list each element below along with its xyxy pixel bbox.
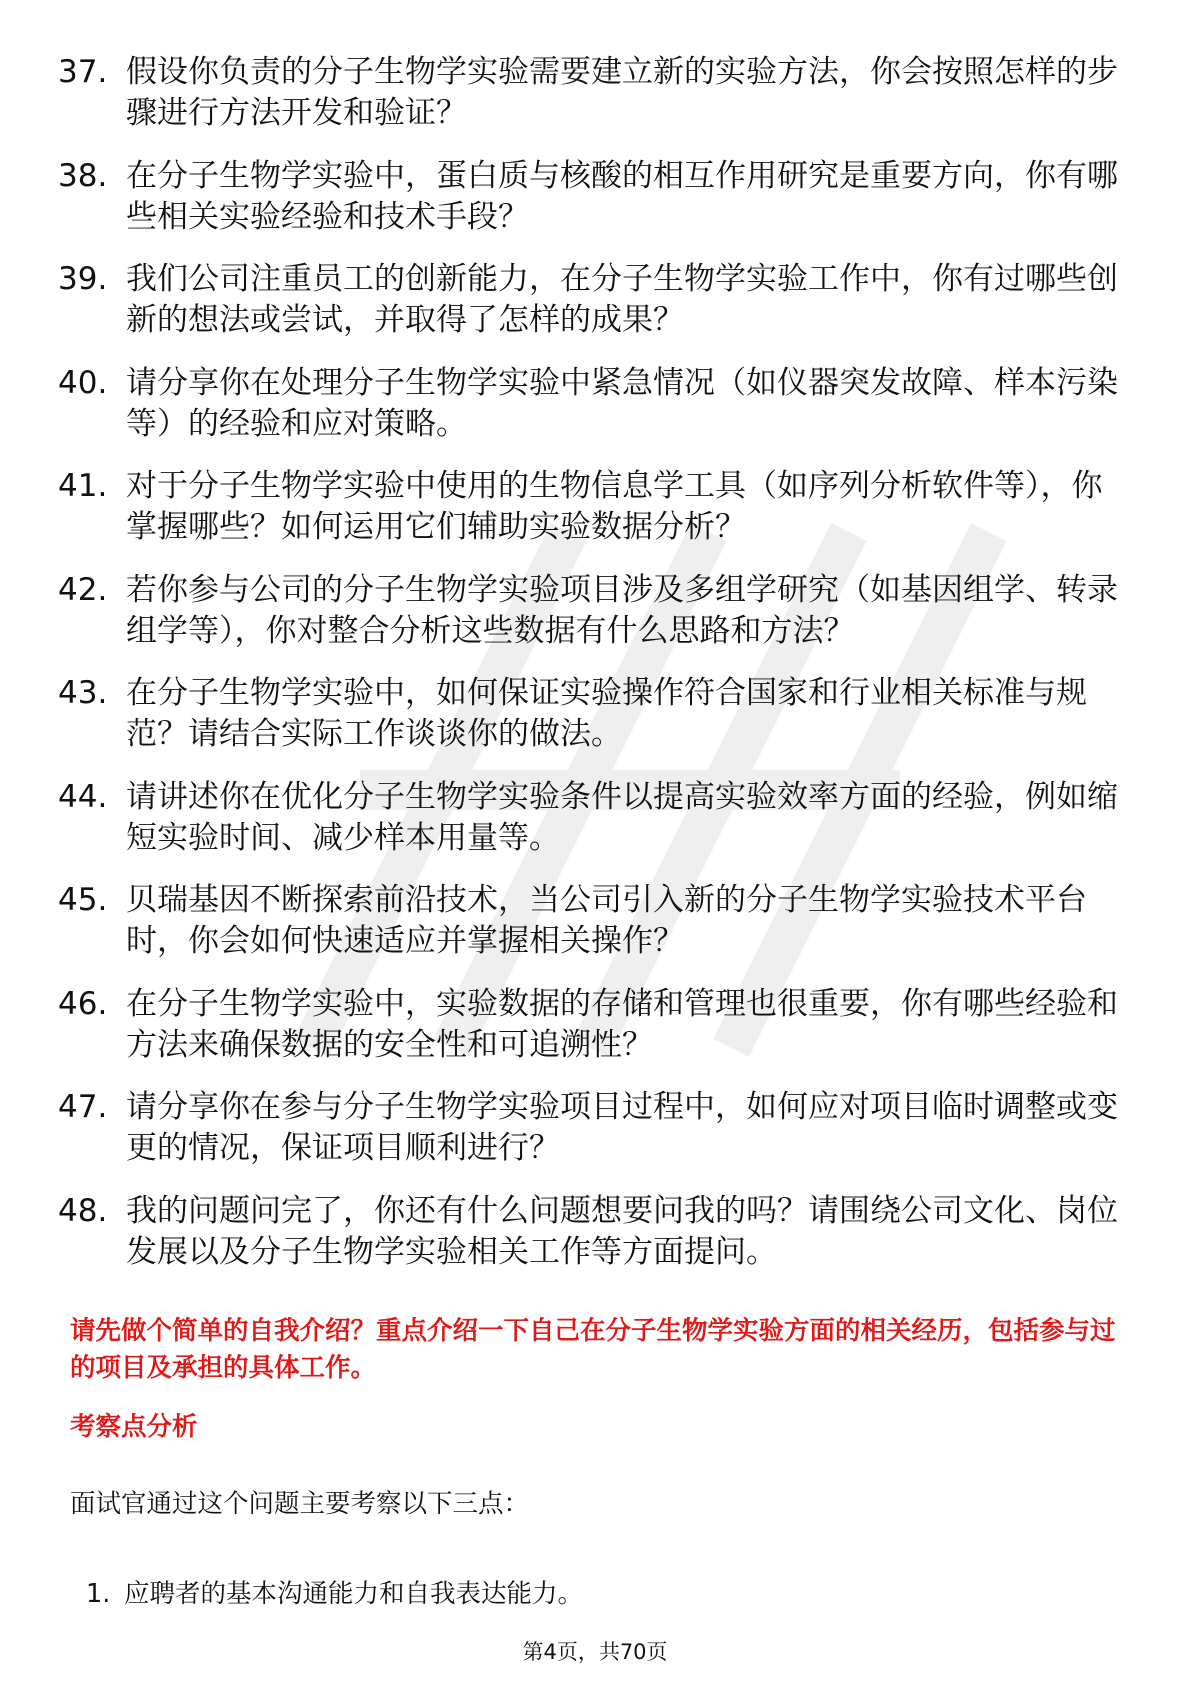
question-text: 请分享你在处理分子生物学实验中紧急情况（如仪器突发故障、样本污染等）的经验和应对策略。 (126, 364, 1118, 442)
question-item (58, 880, 1118, 962)
analysis-title: 考察点分析 (70, 1412, 198, 1442)
question-number: 41. (58, 468, 108, 504)
question-text: 请讲述你在优化分子生物学实验条件以提高实验效率方面的经验，例如缩短实验时间、减少样本用量等。 (126, 778, 1118, 856)
question-item (58, 156, 1118, 238)
question-text: 若你参与公司的分子生物学实验项目涉及多组学研究（如基因组学、转录组学等），你对整合分析这些数据有什么思路和方法？ (126, 571, 1118, 649)
question-text: 对于分子生物学实验中使用的生物信息学工具（如序列分析软件等），你掌握哪些？如何运用它们辅助实验数据分析？ (126, 468, 1103, 545)
analysis-point-number: 1. (86, 1579, 111, 1609)
question-number: 38. (58, 157, 108, 194)
page-number: 第4页，共70页 (522, 1640, 668, 1664)
question-item (58, 570, 1118, 652)
question-item (58, 984, 1118, 1066)
question-number: 42. (58, 571, 108, 608)
question-item (58, 363, 1118, 445)
question-text: 我的问题问完了，你还有什么问题想要问我的吗？请围绕公司文化、岗位发展以及分子生物学实验相关工作等方面提问。 (126, 1192, 1118, 1270)
question-item (58, 1087, 1118, 1169)
question-item (58, 1191, 1118, 1273)
question-number: 44. (58, 778, 108, 815)
question-text: 在分子生物学实验中，如何保证实验操作符合国家和行业相关标准与规范？请结合实际工作谈谈你的做法。 (126, 675, 1087, 752)
question-text: 在分子生物学实验中，实验数据的存储和管理也很重要，你有哪些经验和方法来确保数据的安全性和可追溯性？ (126, 985, 1118, 1063)
question-number: 48. (58, 1192, 108, 1229)
question-number: 46. (58, 985, 108, 1022)
question-text: 在分子生物学实验中，蛋白质与核酸的相互作用研究是重要方向，你有哪些相关实验经验和技术手段？ (126, 157, 1118, 235)
question-text: 贝瑞基因不断探索前沿技术，当公司引入新的分子生物学实验技术平台时，你会如何快速适应并掌握相关操作？ (126, 882, 1087, 959)
analysis-intro: 面试官通过这个问题主要考察以下三点： (70, 1489, 530, 1519)
question-number: 47. (58, 1089, 108, 1125)
question-number: 43. (58, 675, 108, 711)
question-item (58, 466, 1118, 548)
analysis-point (86, 1577, 583, 1611)
question-item (58, 777, 1118, 859)
question-item (58, 52, 1118, 134)
question-item (58, 673, 1118, 755)
highlight-question: 请先做个简单的自我介绍？重点介绍一下自己在分子生物学实验方面的相关经历，包括参与过的项目及承担的具体工作。 (70, 1316, 1116, 1383)
question-text: 假设你负责的分子生物学实验需要建立新的实验方法，你会按照怎样的步骤进行方法开发和验证？ (126, 54, 1118, 131)
question-text: 请分享你在参与分子生物学实验项目过程中，如何应对项目临时调整或变更的情况，保证项目顺利进行？ (126, 1089, 1118, 1166)
question-list (58, 52, 1118, 1294)
question-number: 45. (58, 882, 108, 918)
question-item (58, 259, 1118, 341)
question-number: 39. (58, 261, 108, 297)
question-number: 37. (58, 54, 108, 90)
question-text: 我们公司注重员工的创新能力，在分子生物学实验工作中，你有过哪些创新的想法或尝试，并取得了怎样的成果？ (126, 261, 1118, 338)
question-number: 40. (58, 364, 108, 401)
analysis-point-text: 应聘者的基本沟通能力和自我表达能力。 (124, 1579, 584, 1609)
